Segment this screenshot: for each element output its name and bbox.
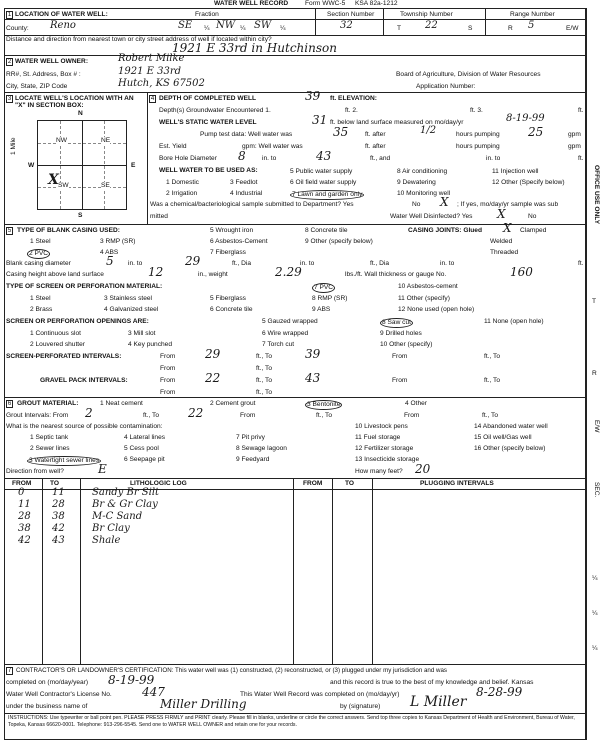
map-ne: NE [101, 137, 111, 144]
depth-value: 39 [305, 89, 321, 103]
diam-dia: ft., Dia [232, 260, 252, 267]
gravel-to-label: ft., To [256, 377, 273, 384]
rule [42, 478, 43, 664]
depth-label: DEPTH OF COMPLETED WELL [159, 95, 257, 102]
use-label: WELL WATER TO BE USED AS: [159, 167, 258, 174]
form-border [4, 8, 586, 740]
gravel-row2-from: From [160, 389, 176, 396]
opening-1: 1 Continuous slot [30, 330, 81, 337]
perf-row2-to: ft., To [256, 365, 273, 372]
pump-ft: 35 [333, 125, 349, 139]
screen-12: 12 None used (open hole) [398, 306, 475, 313]
section-number-label: Section Number [327, 11, 375, 18]
source-13: 13 Insecticide storage [355, 456, 420, 463]
grout-2: 2 Cement grout [210, 400, 256, 407]
mitted-label: mitted [150, 213, 168, 220]
use-6: 6 Oil field water supply [290, 179, 357, 186]
grout-from: 2 [85, 406, 93, 420]
log-desc: Sandy Br Silt [92, 487, 160, 498]
disinfected-no: No [528, 213, 537, 220]
location-label: LOCATION OF WATER WELL: [15, 11, 108, 18]
log-to-header-2: TO [345, 480, 355, 487]
business-value: Miller Drilling [160, 697, 247, 711]
source-10: 10 Livestock pens [355, 423, 408, 430]
grout-1: 1 Neat cement [100, 400, 143, 407]
source-3-circled: 3 Watertight sewer lines [29, 457, 100, 464]
joints-clamped: Clamped [520, 227, 547, 234]
use-11: 11 Injection well [492, 168, 539, 175]
bore-in-to-2: in. to [486, 155, 501, 162]
diam-value: 5 [106, 254, 114, 268]
range-value: 5 [528, 20, 535, 31]
office-q2: ¼ [592, 610, 598, 617]
casing-9: 9 Other (specify below) [305, 238, 373, 245]
chem-tail: ; If yes, mo/day/yr sample was sub [457, 201, 559, 208]
casing-threaded: Threaded [490, 249, 519, 256]
section-7-number: 7 [7, 668, 12, 674]
map-south: S [78, 212, 83, 219]
section-value: 32 [340, 20, 353, 31]
gravel-to: 43 [305, 371, 321, 385]
rule [4, 713, 586, 714]
pump-gpm-label: gpm [568, 131, 581, 138]
gravel-label: GRAVEL PACK INTERVALS: [40, 377, 128, 384]
instructions: INSTRUCTIONS: Use typewriter or ball point pen. PLEASE PRESS FIRMLY and PRINT clearly. Please fill in blanks, underline or circle the correct answers. Send top three copies to Kansas Department of Health and Environment, Bureau of Water, Topeka, Kansas 66620-0001. Telephone: 913-296-5545. Send one to WATER WELL OWNER and retain one for your records. [8, 715, 575, 728]
log-from-header-2: FROM [303, 480, 323, 487]
rule [293, 478, 294, 664]
yield-after: ft. after [365, 143, 386, 150]
pump-gpm: 25 [528, 125, 544, 139]
log-to: 43 [52, 535, 65, 546]
well-location-mark: X [48, 172, 59, 188]
source-8: 8 Sewage lagoon [236, 445, 287, 452]
gravel-ft-to: ft., To [484, 377, 501, 384]
perf-label: SCREEN-PERFORATED INTERVALS: [6, 353, 122, 360]
gravel-row2-to: ft., To [256, 389, 273, 396]
township-value: 22 [425, 20, 438, 31]
source-11: 11 Fuel storage [355, 434, 401, 441]
diam-dia-2: ft., Dia [370, 260, 390, 267]
use-2: 2 Irrigation [166, 190, 198, 197]
casing-5: 5 Wrought iron [210, 227, 254, 234]
map-sw: SW [58, 182, 69, 189]
ksa-number: KSA 82a-1212 [355, 0, 398, 7]
static-date: 8-19-99 [506, 113, 545, 124]
screen-10: 10 Asbestos-cement [398, 283, 458, 290]
grout-3-circled: 3 Bentonite [307, 401, 341, 408]
screen-1: 1 Steel [30, 295, 51, 302]
static-tail: ft. below land surface measured on mo/day/yr [330, 119, 464, 126]
bore-value: 8 [238, 149, 246, 163]
license-label: Water Well Contractor's License No. [6, 691, 112, 698]
quarter-1: ¼ [204, 25, 210, 32]
section-5-number: 5 [7, 228, 12, 234]
grout-intervals-label: Grout Intervals: From [6, 412, 69, 419]
rule [485, 8, 486, 36]
quarter-3: ¼ [280, 25, 286, 32]
owner-address: 1921 E 33rd [118, 66, 182, 77]
casing-7: 7 Fiberglass [210, 249, 246, 256]
source-14: 14 Abandoned water well [474, 423, 548, 430]
completed-label: completed on (mo/day/year) [6, 679, 89, 686]
use-3: 3 Feedlot [230, 179, 258, 186]
map-mile: 1 Mile [10, 137, 17, 155]
county-value: Reno [50, 20, 76, 31]
gw-ft2: ft. 2. [345, 107, 358, 114]
use-12: 12 Other (Specify below) [492, 179, 565, 186]
section-2-number: 2 [7, 59, 12, 65]
direction-value: E [98, 462, 107, 476]
city-label: City, State, ZIP Code [6, 83, 68, 90]
grout-label: GROUT MATERIAL: [17, 400, 79, 407]
address-label: RR#, St. Address, Box # : [6, 71, 81, 78]
gravel-from-label: From [160, 377, 176, 384]
screen-label: TYPE OF SCREEN OR PERFORATION MATERIAL: [6, 283, 163, 290]
gravel-from: 22 [205, 371, 221, 385]
rule [4, 92, 586, 93]
disinfected-label: Water Well Disinfected? Yes [390, 213, 473, 220]
perf-ft-to: ft., To [484, 353, 501, 360]
office-t: T [592, 298, 597, 305]
fraction-label: Fraction [195, 11, 219, 18]
owner-label: WATER WELL OWNER: [15, 58, 89, 65]
static-label: WELL'S STATIC WATER LEVEL [159, 119, 257, 126]
gauge-value: 160 [510, 265, 533, 279]
office-q1: ¼ [592, 575, 598, 582]
yield-gpm-2: gpm [568, 143, 581, 150]
chem-mark: X [440, 195, 449, 209]
log-desc: M-C Sand [92, 511, 143, 522]
rule [4, 224, 586, 225]
screen-4: 4 Galvanized steel [104, 306, 159, 313]
casing-3: 3 RMP (SR) [100, 238, 136, 245]
rule [80, 478, 81, 664]
rule [4, 397, 586, 398]
opening-5: 5 Gauzed wrapped [262, 318, 318, 325]
log-from: 38 [18, 523, 31, 534]
grout-ft-from-2: From [404, 412, 420, 419]
record-label: This Water Well Record was completed on (mo/day/yr) [240, 691, 400, 698]
casing-label: TYPE OF BLANK CASING USED: [17, 227, 120, 234]
openings-label: SCREEN OR PERFORATION OPENINGS ARE: [6, 318, 149, 325]
opening-6: 6 Wire wrapped [262, 330, 309, 337]
elevation-label: ft. ELEVATION: [330, 95, 378, 102]
pump-after: ft. after [365, 131, 386, 138]
source-5: 5 Cess pool [124, 445, 159, 452]
quarter-2: ¼ [240, 25, 246, 32]
screen-3: 3 Stainless steel [104, 295, 153, 302]
diam-in-to-3: in. to [440, 260, 455, 267]
owner-city: Hutch, KS 67502 [118, 78, 205, 89]
diam-ft: ft. [578, 260, 584, 267]
form-number: Form WWC-5 [305, 0, 346, 7]
section-6-number: 6 [7, 401, 12, 407]
log-from: 0 [18, 487, 25, 498]
opening-7: 7 Torch cut [262, 341, 295, 348]
office-ew: E/W [593, 420, 600, 433]
height-value: 12 [148, 265, 164, 279]
owner-name: Robert Milke [118, 53, 185, 64]
bore-and: ft., and [370, 155, 391, 162]
casing-welded: Welded [490, 238, 513, 245]
form-title: WATER WELL RECORD [214, 0, 289, 7]
lbs-label: lbs./ft. Wall thickness or gauge No. [345, 271, 447, 278]
township-prefix: T [397, 25, 402, 32]
grout-to: 22 [188, 406, 204, 420]
log-to-header: TO [50, 480, 60, 487]
log-desc: Br & Gr Clay [92, 499, 158, 510]
perf-ft-from: From [392, 353, 408, 360]
office-column-divider [586, 8, 587, 740]
section-4-number: 4 [150, 96, 155, 102]
use-10: 10 Monitoring well [397, 190, 451, 197]
log-from-header: FROM [12, 480, 32, 487]
true-text: and this record is true to the best of my knowledge and belief. Kansas [330, 679, 534, 686]
gw-ft: ft. [578, 107, 584, 114]
log-to: 11 [52, 487, 65, 498]
gravel-ft-from: From [392, 377, 408, 384]
rule [4, 478, 586, 479]
perf-row2-from: From [160, 365, 176, 372]
use-4: 4 Industrial [230, 190, 263, 197]
yield-gpm: gpm: Well water was [242, 143, 303, 150]
diam-in-to-2: in. to [300, 260, 315, 267]
pump-hours: 1/2 [420, 125, 437, 136]
fraction-2: NW [216, 20, 236, 31]
township-number-label: Township Number [400, 11, 453, 18]
perf-to: 39 [305, 347, 321, 361]
log-to: 42 [52, 523, 65, 534]
distance-label: Distance and direction from nearest town or city street address of well if located within city? [6, 36, 272, 43]
screen-9: 9 ABS [312, 306, 331, 313]
bore-in-to: in. to [262, 155, 277, 162]
yield-label: Est. Yield [159, 143, 187, 150]
cert-label: CONTRACTOR'S OR LANDOWNER'S CERTIFICATION: This water well was (1) constructed, (2) reconstructed, or (3) plugged under my jurisdiction and was [16, 667, 448, 674]
log-from: 42 [18, 535, 31, 546]
opening-11: 11 None (open hole) [484, 318, 544, 325]
bore-ft: ft. [578, 155, 584, 162]
diam-to: 29 [185, 254, 201, 268]
casing-1: 1 Steel [30, 238, 51, 245]
perf-to-label: ft., To [256, 353, 273, 360]
signature: L Miller [410, 694, 467, 710]
groundwater-label: Depth(s) Groundwater Encountered 1. [159, 107, 271, 114]
screen-2: 2 Brass [30, 306, 53, 313]
application-label: Application Number: [416, 83, 476, 90]
source-15: 15 Oil well/Gas well [474, 434, 532, 441]
grout-ft-to-2: ft., To [482, 412, 499, 419]
log-desc: Br Clay [92, 523, 130, 534]
perf-from-label: From [160, 353, 176, 360]
source-6: 6 Seepage pit [124, 456, 165, 463]
howmany-label: How many feet? [355, 468, 403, 475]
use-1: 1 Domestic [166, 179, 199, 186]
rule [332, 478, 333, 664]
township-suffix: S [468, 25, 473, 32]
yield-hours: hours pumping [456, 143, 500, 150]
license-value: 447 [142, 685, 165, 699]
use-7-circled: 7 Lawn and garden only [292, 191, 363, 198]
plugging-header: PLUGGING INTERVALS [420, 480, 494, 487]
direction-label: Direction from well? [6, 468, 64, 475]
howmany-value: 20 [415, 462, 431, 476]
log-from: 28 [18, 511, 31, 522]
pump-hours-label: hours pumping [456, 131, 500, 138]
joints-mark: X [503, 221, 512, 235]
range-prefix: R [508, 25, 513, 32]
casing-2-circled: 2 PVC [29, 250, 49, 257]
chem-no: No [412, 201, 421, 208]
weight-label: in., weight [198, 271, 228, 278]
map-title: LOCATE WELL'S LOCATION WITH AN "X" IN SECTION BOX: [15, 95, 134, 109]
source-2: 2 Sewer lines [30, 445, 70, 452]
use-5: 5 Public water supply [290, 168, 353, 175]
opening-2: 2 Louvered shutter [30, 341, 85, 348]
office-q3: ¼ [592, 645, 598, 652]
rule [372, 478, 373, 664]
use-8: 8 Air conditioning [397, 168, 448, 175]
completed-value: 8-19-99 [108, 673, 155, 687]
height-label: Casing height above land surface [6, 271, 104, 278]
chem-label: Was a chemical/bacteriological sample submitted to Department? Yes [150, 201, 354, 208]
rule [4, 664, 586, 665]
county-label: County: [6, 25, 29, 32]
source-7: 7 Pit privy [236, 434, 265, 441]
range-suffix: E/W [566, 25, 579, 32]
rule [147, 92, 148, 225]
fraction-3: SW [254, 20, 272, 31]
source-1: 1 Septic tank [30, 434, 69, 441]
map-se: SE [101, 182, 110, 189]
pump-label: Pump test data: Well water was [200, 131, 293, 138]
map-east: E [131, 162, 136, 169]
joints-label: CASING JOINTS: Glued [408, 227, 483, 234]
office-r: R [592, 370, 597, 377]
screen-11: 11 Other (specify) [398, 295, 450, 302]
map-north: N [78, 110, 83, 117]
map-nw: NW [56, 137, 67, 144]
source-9: 9 Feedyard [236, 456, 270, 463]
source-12: 12 Fertilizer storage [355, 445, 414, 452]
record-date: 8-28-99 [476, 685, 523, 699]
grout-to-label: ft., To [143, 412, 160, 419]
opening-4: 4 Key punched [128, 341, 172, 348]
section-3-number: 3 [7, 96, 12, 102]
screen-7-circled: 7 PVC [314, 284, 334, 291]
rule [383, 8, 384, 36]
contam-label: What is the nearest source of possible contamination: [6, 423, 163, 430]
diam-label: Blank casing diameter [6, 260, 71, 267]
grout-4: 4 Other [405, 400, 427, 407]
grout-ft-from: From [240, 412, 256, 419]
section-box [37, 120, 127, 210]
signature-label: by (signature) [340, 703, 381, 710]
opening-10: 10 Other (specify) [380, 341, 433, 348]
log-to: 38 [52, 511, 65, 522]
office-sec: SEC. [593, 482, 600, 498]
diam-in-to: in. to [128, 260, 143, 267]
static-value: 31 [312, 113, 328, 127]
gw-ft3: ft. 3. [470, 107, 483, 114]
casing-8: 8 Concrete tile [305, 227, 348, 234]
board-label: Board of Agriculture, Division of Water Resources [396, 71, 541, 78]
opening-3: 3 Mill slot [128, 330, 156, 337]
screen-8: 8 RMP (SR) [312, 295, 348, 302]
casing-6: 6 Asbestos-Cement [210, 238, 268, 245]
source-16: 16 Other (specify below) [474, 445, 546, 452]
distance-value: 1921 E 33rd in Hutchinson [172, 41, 337, 55]
log-from: 11 [18, 499, 31, 510]
fraction-1: SE [178, 20, 193, 31]
source-4: 4 Lateral lines [124, 434, 166, 441]
opening-9: 9 Drilled holes [380, 330, 422, 337]
rule [315, 8, 316, 36]
screen-6: 6 Concrete tile [210, 306, 253, 313]
business-label: under the business name of [6, 703, 88, 710]
opening-8-circled: 8 Saw cut [382, 319, 411, 326]
office-use-label: OFFICE USE ONLY [593, 165, 600, 225]
weight-value: 2.29 [275, 265, 302, 279]
screen-5: 5 Fiberglass [210, 295, 246, 302]
rule [4, 55, 586, 56]
section-1-number: 1 [7, 12, 12, 18]
log-to: 28 [52, 499, 65, 510]
map-west: W [28, 162, 35, 169]
grout-ft-to: ft., To [316, 412, 333, 419]
rule [4, 19, 586, 20]
bore-label: Bore Hole Diameter [159, 155, 217, 162]
log-litho-header: LITHOLOGIC LOG [130, 480, 187, 487]
range-number-label: Range Number [510, 11, 555, 18]
log-desc: Shale [92, 535, 121, 546]
casing-4: 4 ABS [100, 249, 119, 256]
disinfected-mark: X [497, 207, 506, 221]
bore-to-value: 43 [316, 149, 332, 163]
use-9: 9 Dewatering [397, 179, 436, 186]
perf-from: 29 [205, 347, 221, 361]
